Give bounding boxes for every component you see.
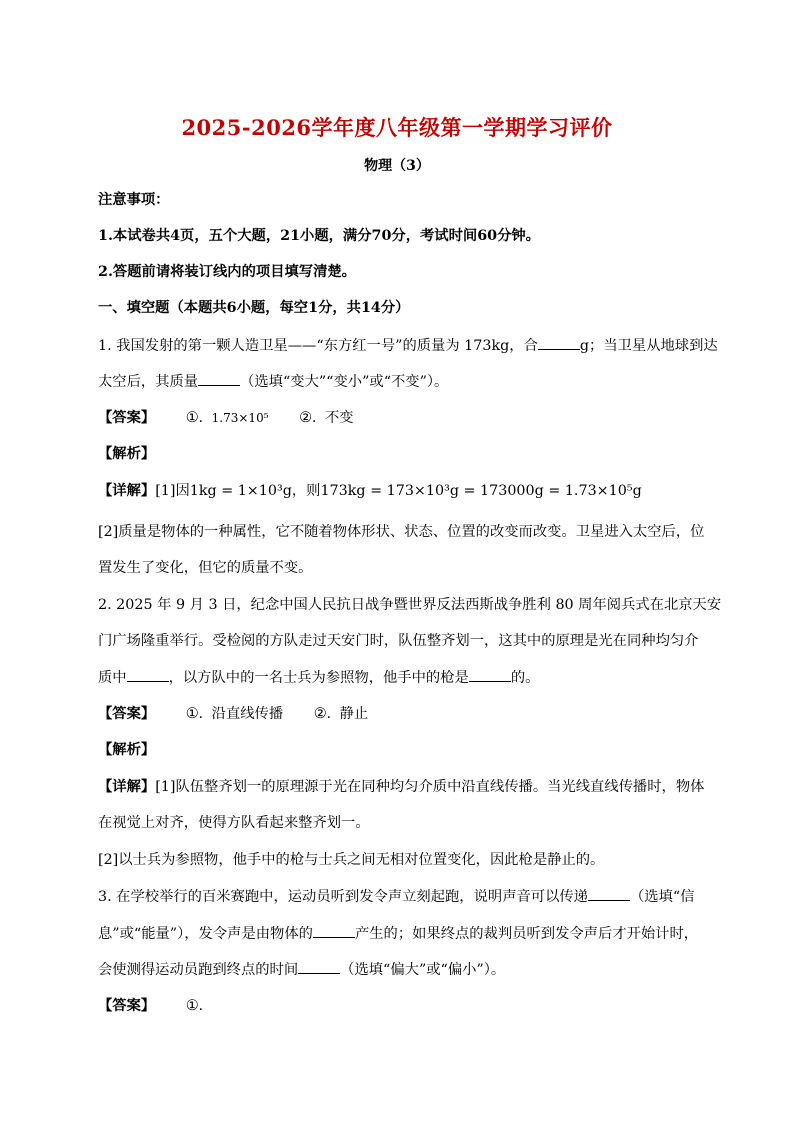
q2-stem-line-1: 2. 2025 年 9 月 3 日，纪念中国人民抗日战争暨世界反法西斯战争胜利 80 周年阅兵式在北京天安 — [98, 597, 722, 613]
q1-detail-1: [1]因1kg = 1×10³g，则173kg = 173×10³g = 173000g = 1.73×10⁵g — [155, 483, 642, 499]
answer-marker-1: ①. — [185, 706, 204, 722]
notes-item-2: 2.答题前请将装订线内的项目填写清楚。 — [98, 264, 356, 280]
answer-blank — [298, 959, 340, 974]
answer-blank — [198, 371, 240, 386]
q3-text-f: （选填“偏大”或“偏小”）。 — [340, 962, 506, 978]
q2-answer-line — [98, 704, 704, 724]
notes-heading: 注意事项： — [98, 192, 170, 208]
q2-stem-line-2: 门广场隆重举行。受检阅的方队走过天安门时，队伍整齐划一，这其中的原理是光在同种均匀介 — [98, 633, 699, 649]
q2-text-a: 质中 — [98, 670, 127, 686]
answer-marker-2: ②. — [313, 706, 332, 722]
answer-blank — [588, 886, 630, 901]
q1-detail-line-2: [2]质量是物体的一种属性，它不随着物体形状、状态、位置的改变而改变。卫星进入太空后，位 — [98, 524, 705, 540]
answer-blank — [127, 667, 169, 682]
answer-marker-1: ①. — [185, 998, 204, 1014]
answer-blank — [538, 335, 580, 350]
answer-label: 【答案】 — [98, 410, 156, 426]
answer-marker-2: ②. — [299, 410, 317, 426]
q2-detail-line-2: 在视觉上对齐，使得方队看起来整齐划一。 — [98, 815, 370, 831]
q1-detail-line-3: 置发生了变化，但它的质量不变。 — [98, 560, 313, 576]
page-title: 2025-2026学年度八年级第一学期学习评价 — [181, 115, 613, 140]
analysis-label: 【解析】 — [98, 446, 156, 462]
q3-stem-line-1 — [98, 886, 704, 907]
q1-stem-line-2 — [98, 371, 704, 392]
q3-answer-line — [98, 996, 704, 1016]
detail-label: 【详解】 — [98, 483, 156, 499]
q3-text-b: （选填“信 — [629, 889, 695, 905]
answer-label: 【答案】 — [98, 706, 156, 722]
answer-blank — [469, 667, 511, 682]
q2-answer-2: 静止 — [339, 706, 369, 722]
q1-text-c: 太空后，其质量 — [98, 374, 199, 390]
q2-answer-1: 沿直线传播 — [211, 706, 284, 722]
page-subtitle: 物理（3） — [364, 158, 430, 174]
q1-detail-line-1 — [98, 481, 704, 501]
answer-blank — [313, 923, 355, 938]
answer-marker-1: ①. — [185, 410, 204, 426]
q3-stem-line-2 — [98, 923, 704, 944]
q3-text-a: 3. 在学校举行的百米赛跑中，运动员听到发令声立刻起跑，说明声音可以传递 — [98, 889, 588, 905]
q3-stem-line-3 — [98, 959, 704, 980]
q3-text-d: 产生的；如果终点的裁判员听到发令声后才开始计时， — [354, 926, 699, 942]
q3-text-c: 息”或“能量”），发令声是由物体的 — [98, 926, 313, 942]
answer-label: 【答案】 — [98, 998, 156, 1014]
q1-answer-2: 不变 — [324, 410, 354, 426]
q2-detail-line-3: [2]以士兵为参照物，他手中的枪与士兵之间无相对位置变化，因此枪是静止的。 — [98, 852, 605, 868]
q2-detail-line-1 — [98, 777, 704, 797]
q2-text-b: ，以方队中的一名士兵为参照物，他手中的枪是 — [168, 670, 469, 686]
q2-detail-1: [1]队伍整齐划一的原理源于光在同种均匀介质中沿直线传播。当光线直线传播时，物体 — [155, 779, 705, 795]
q1-text-a: 1. 我国发射的第一颗人造卫星——“东方红一号”的质量为 173kg，合 — [98, 338, 538, 354]
q1-answer-line — [98, 408, 704, 428]
q1-text-d: （选填“变大”“变小”或“不变”）。 — [240, 374, 449, 390]
q1-answer-1: 1.73×10⁵ — [211, 411, 269, 425]
q2-text-c: 的。 — [510, 670, 540, 686]
detail-label: 【详解】 — [98, 779, 156, 795]
section-1-heading: 一、填空题（本题共6小题，每空1分，共14分） — [98, 300, 410, 316]
q1-text-b: g；当卫星从地球到达 — [579, 338, 718, 354]
notes-item-1: 1.本试卷共4页，五个大题，21小题，满分70分，考试时间60分钟。 — [98, 228, 540, 244]
q1-stem-line-1 — [98, 335, 718, 356]
q2-stem-line-3 — [98, 667, 704, 688]
q3-text-e: 会使测得运动员跑到终点的时间 — [98, 962, 299, 978]
analysis-label: 【解析】 — [98, 742, 156, 758]
